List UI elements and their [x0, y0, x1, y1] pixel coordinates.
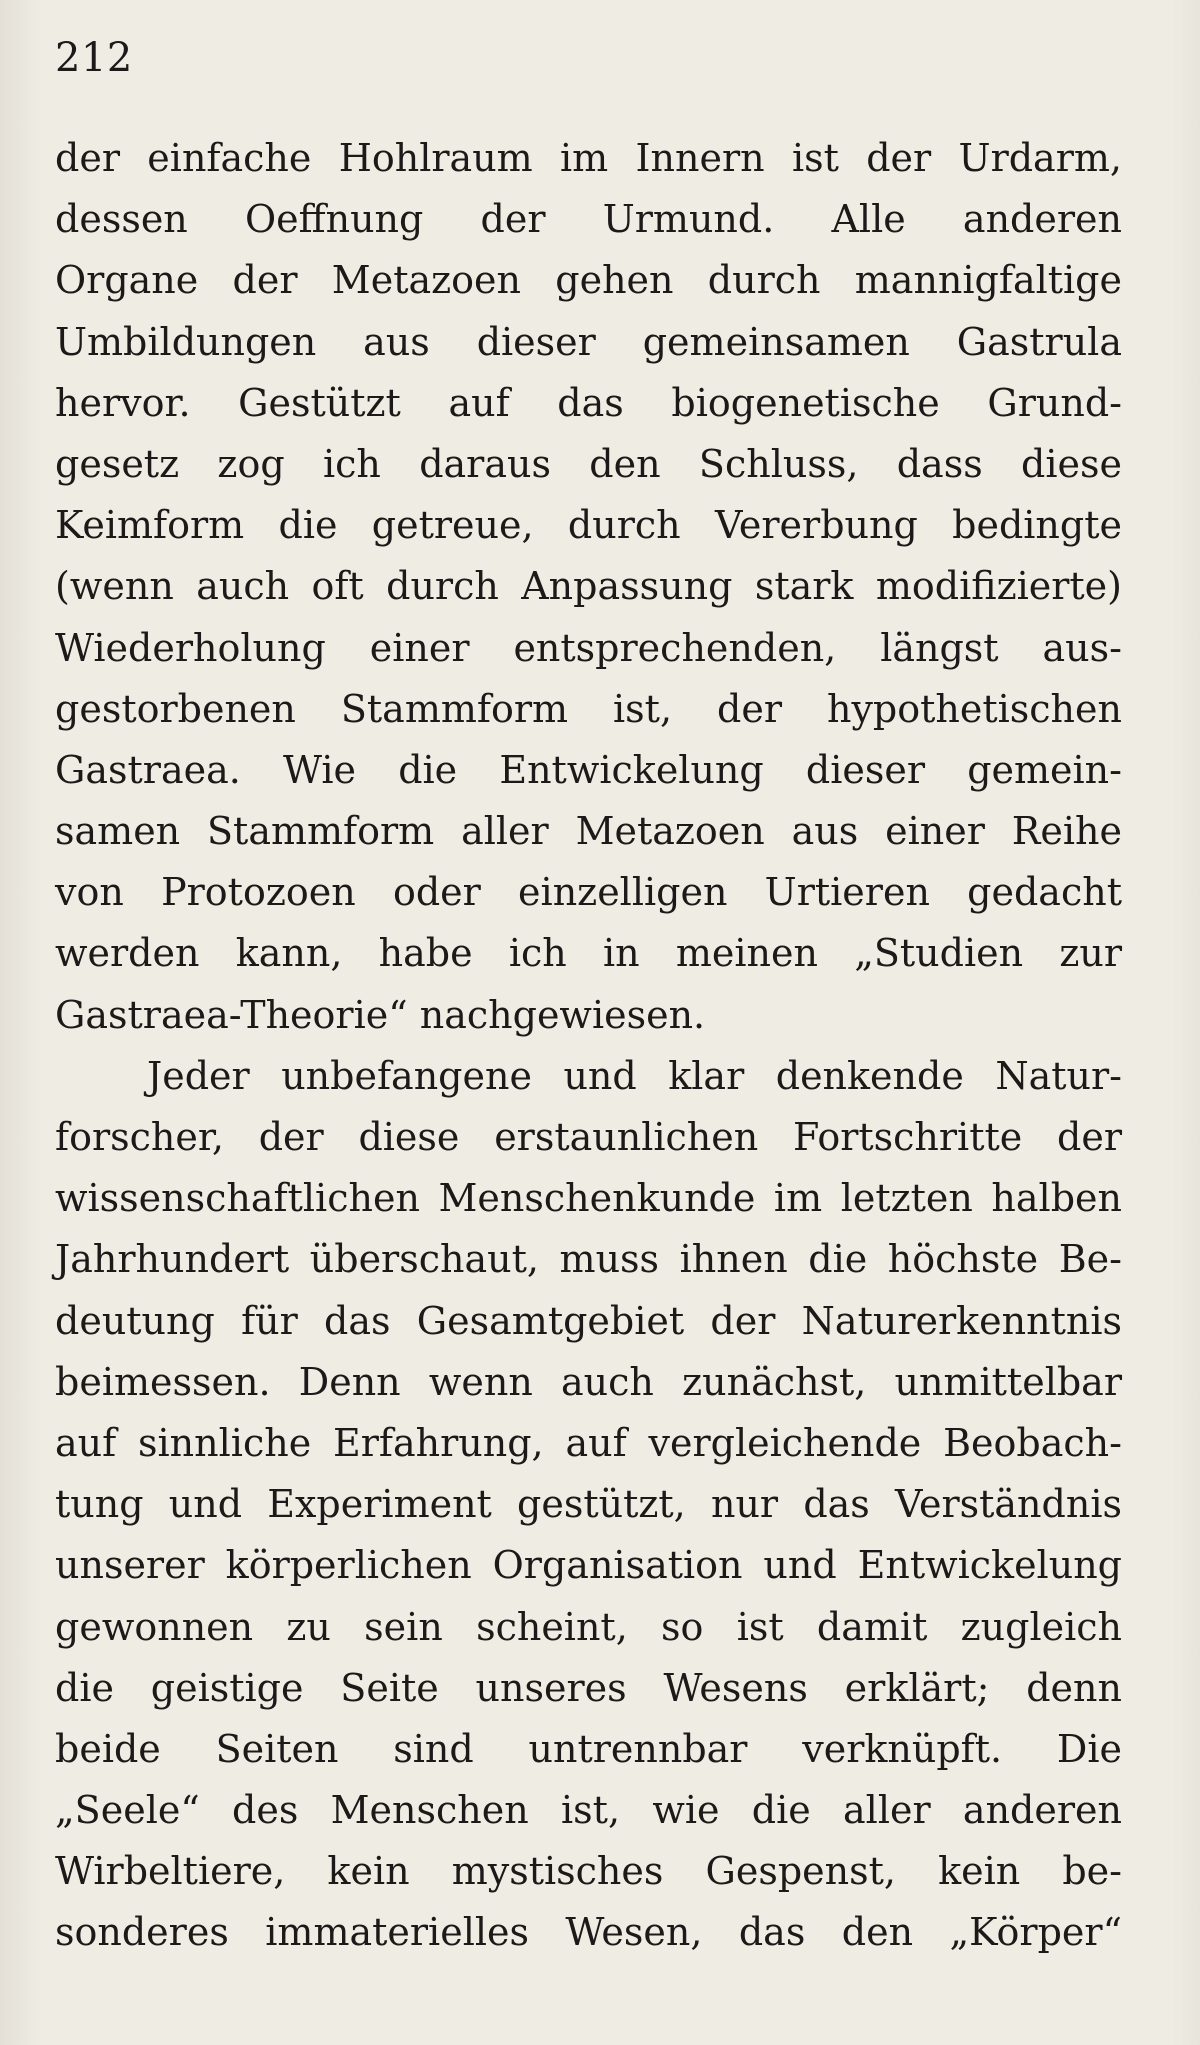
- page-number: 212: [55, 35, 133, 81]
- text-line: die geistige Seite unseres Wesens erklärt; denn: [55, 1665, 1122, 1710]
- text-line: samen Stammform aller Metazoen aus einer Reihe: [55, 809, 1122, 854]
- text-line: „Seele“ des Menschen ist, wie die aller anderen: [55, 1788, 1122, 1833]
- text-line: beide Seiten sind untrennbar verknüpft. Die: [55, 1726, 1122, 1771]
- text-line: gesetz zog ich daraus den Schluss, dass diese: [55, 441, 1122, 486]
- text-line: unserer körperlichen Organisation und Entwickelung: [55, 1543, 1122, 1588]
- text-line: wissenschaftlichen Menschenkunde im letzten halben: [55, 1176, 1122, 1221]
- text-line: Umbildungen aus dieser gemeinsamen Gastrula: [55, 319, 1122, 364]
- text-line: Jahrhundert überschaut, muss ihnen die höchste Be-: [55, 1237, 1122, 1282]
- text-line: forscher, der diese erstaunlichen Fortschritte der: [55, 1115, 1122, 1159]
- text-line: dessen Oeffnung der Urmund. Alle anderen: [55, 197, 1122, 242]
- text-line: beimessen. Denn wenn auch zunächst, unmittelbar: [55, 1359, 1122, 1404]
- text-line: sonderes immaterielles Wesen, das den „Körper“: [55, 1910, 1122, 1955]
- text-line: gestorbenen Stammform ist, der hypothetischen: [55, 686, 1122, 731]
- text-line: Organe der Metazoen gehen durch mannigfaltige: [55, 258, 1122, 303]
- text-line: werden kann, habe ich in meinen „Studien zur: [55, 931, 1122, 976]
- text-line: (wenn auch oft durch Anpassung stark modifizierte): [55, 564, 1122, 609]
- text-line: gewonnen zu sein scheint, so ist damit zugleich: [55, 1604, 1122, 1649]
- body-text: [55, 128, 1122, 1964]
- text-line: Wirbeltiere, kein mystisches Gespenst, kein be-: [55, 1849, 1122, 1894]
- text-line: Gastraea-Theorie“ nachgewiesen.: [55, 992, 706, 1037]
- text-line: Jeder unbefangene und klar denkende Natur-: [147, 1053, 1122, 1098]
- text-line: Gastraea. Wie die Entwickelung dieser gemein-: [55, 747, 1122, 792]
- text-line: der einfache Hohlraum im Innern ist der Urdarm,: [55, 136, 1122, 180]
- text-line: Keimform die getreue, durch Vererbung bedingte: [55, 503, 1122, 548]
- text-line: deutung für das Gesamtgebiet der Naturerkenntnis: [55, 1298, 1122, 1343]
- text-line: von Protozoen oder einzelligen Urtieren gedacht: [55, 870, 1122, 915]
- text-line: auf sinnliche Erfahrung, auf vergleichende Beobach-: [55, 1420, 1122, 1465]
- text-line: tung und Experiment gestützt, nur das Verständnis: [55, 1482, 1122, 1527]
- text-line: hervor. Gestützt auf das biogenetische Grund-: [55, 380, 1122, 425]
- text-line: Wiederholung einer entsprechenden, längst aus-: [55, 625, 1122, 670]
